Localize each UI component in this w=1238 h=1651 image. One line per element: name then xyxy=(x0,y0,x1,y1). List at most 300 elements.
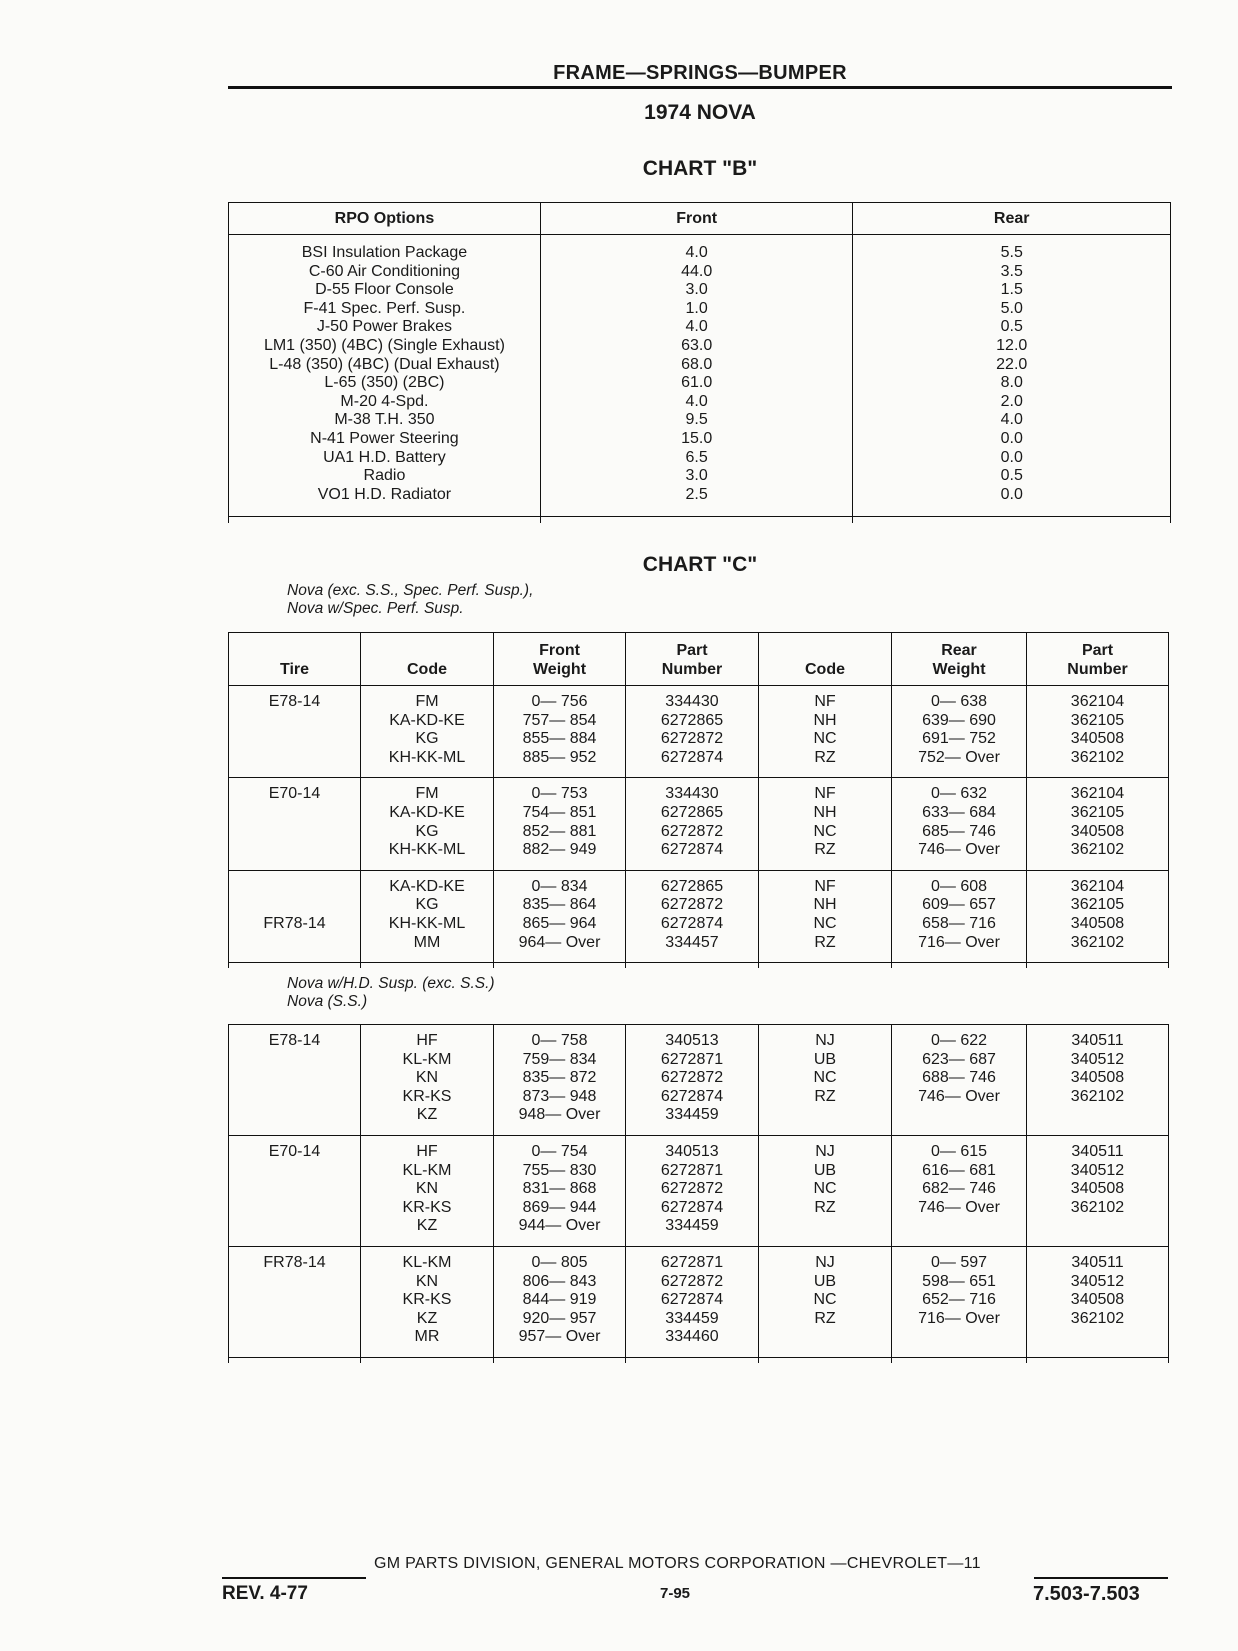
chart-b-rear-column xyxy=(853,235,1171,517)
cell-line: NH xyxy=(813,803,837,821)
cell-line: NJ xyxy=(815,1032,835,1049)
cell-line: NF xyxy=(814,785,836,803)
header-rear-code: Code xyxy=(759,633,892,686)
tire-cell xyxy=(229,778,361,870)
cell-line: 865— 964 xyxy=(522,914,597,932)
cell-line: E78-14 xyxy=(268,1032,321,1049)
rear-code-cell xyxy=(759,1135,892,1246)
tire-cell xyxy=(229,870,361,962)
cell-line: 362104 xyxy=(1070,693,1125,710)
cell-line: 831— 868 xyxy=(522,1180,597,1198)
table-row-group xyxy=(229,870,1169,962)
cell-line: 964— Over xyxy=(518,933,601,951)
rpo-option: F-41 Spec. Perf. Susp. xyxy=(303,299,466,317)
footer-rule-left xyxy=(222,1577,366,1579)
rear-part-cell xyxy=(1027,870,1169,962)
cell-line xyxy=(892,1106,1026,1125)
footer-rule-right xyxy=(1034,1577,1168,1579)
cell-line xyxy=(229,1310,360,1329)
cell-line: 633— 684 xyxy=(922,803,996,821)
note-line: Nova w/Spec. Perf. Susp. xyxy=(287,600,464,617)
rear-part-cell xyxy=(1027,1135,1169,1246)
chart-b-table xyxy=(228,202,1171,523)
cell-line: 362102 xyxy=(1070,1309,1125,1327)
cell-line: 639— 690 xyxy=(922,711,996,729)
chart-b-header-rear: Rear xyxy=(853,203,1171,235)
cell-line: KR-KS xyxy=(402,1198,452,1216)
cell-line: 869— 944 xyxy=(522,1198,597,1216)
front-part-cell xyxy=(626,686,759,778)
chart-c-table-1 xyxy=(228,632,1169,968)
cell-line xyxy=(1027,1106,1168,1125)
cell-line: KH-KK-ML xyxy=(388,748,466,766)
footer-page-number: 7-95 xyxy=(660,1585,691,1602)
front-value: 3.0 xyxy=(685,467,708,485)
rear-value: 1.5 xyxy=(1000,281,1023,299)
cell-line: 340513 xyxy=(665,1032,719,1049)
front-value: 44.0 xyxy=(681,262,713,280)
cell-line: 873— 948 xyxy=(522,1087,597,1105)
cell-line xyxy=(229,1106,360,1125)
front-value: 6.5 xyxy=(685,448,708,466)
cell-line: 362105 xyxy=(1070,711,1125,729)
cell-line: KZ xyxy=(416,1217,438,1235)
front-value: 61.0 xyxy=(681,374,713,392)
rear-weight-cell xyxy=(892,870,1027,962)
cell-line: KZ xyxy=(416,1309,438,1327)
cell-line: NC xyxy=(813,914,837,932)
rear-code-cell xyxy=(759,686,892,778)
rpo-option: C-60 Air Conditioning xyxy=(308,262,461,280)
cell-line: 0— 622 xyxy=(930,1032,988,1049)
cell-line: 362102 xyxy=(1070,1087,1125,1105)
cell-line: RZ xyxy=(814,1309,836,1327)
cell-line xyxy=(759,1106,891,1125)
cell-line: KH-KK-ML xyxy=(388,914,466,932)
cell-line: 362104 xyxy=(1070,785,1125,803)
cell-line: KZ xyxy=(416,1106,438,1124)
front-part-cell xyxy=(626,1025,759,1136)
cell-line: 806— 843 xyxy=(522,1272,597,1290)
cell-line: 759— 834 xyxy=(522,1050,597,1068)
rear-weight-cell xyxy=(892,1246,1027,1357)
front-part-cell xyxy=(626,870,759,962)
cell-line xyxy=(759,1217,891,1236)
cell-line: 6272872 xyxy=(660,1180,724,1198)
cell-line: 754— 851 xyxy=(522,803,597,821)
cell-line: 0— 638 xyxy=(930,693,988,710)
cell-line xyxy=(229,1291,360,1310)
header-front-code: Code xyxy=(361,633,494,686)
front-value: 2.5 xyxy=(685,485,708,503)
cell-line: NC xyxy=(813,730,837,748)
cell-line: 6272874 xyxy=(660,1087,724,1105)
rear-value: 0.0 xyxy=(1000,448,1023,466)
cell-line: 340511 xyxy=(1071,1142,1124,1160)
note-line: Nova (S.S.) xyxy=(287,993,368,1010)
cell-line: 885— 952 xyxy=(522,748,597,766)
cell-line: MR xyxy=(414,1328,440,1346)
cell-line: 340508 xyxy=(1070,914,1125,932)
note-line: Nova w/H.D. Susp. (exc. S.S.) xyxy=(287,975,495,992)
chart-c-title: CHART "C" xyxy=(642,553,758,576)
chart-b-body-row xyxy=(229,235,1171,517)
cell-line xyxy=(229,712,360,731)
cell-line: 746— Over xyxy=(918,1198,1000,1216)
cell-line: HF xyxy=(416,1032,438,1049)
cell-line: KA-KD-KE xyxy=(389,711,465,729)
rear-value: 0.0 xyxy=(1000,485,1023,503)
rear-value: 8.0 xyxy=(1000,374,1023,392)
cell-line: 6272874 xyxy=(660,841,724,859)
front-value: 4.0 xyxy=(685,244,708,261)
rpo-option: M-38 T.H. 350 xyxy=(334,411,435,429)
cell-line: 362105 xyxy=(1070,803,1125,821)
cell-line: 944— Over xyxy=(518,1217,601,1235)
header-front-part-number: Part Number xyxy=(626,633,759,686)
cell-line: 688— 746 xyxy=(922,1069,996,1087)
front-value: 4.0 xyxy=(685,392,708,410)
front-weight-cell xyxy=(494,1025,626,1136)
cell-line: 340513 xyxy=(665,1142,719,1160)
cell-line: 835— 872 xyxy=(522,1069,597,1087)
cell-line: RZ xyxy=(814,841,836,859)
cell-line: KG xyxy=(415,822,439,840)
cell-line: NF xyxy=(814,877,836,895)
rpo-option: L-65 (350) (2BC) xyxy=(324,374,445,392)
cell-line: 334430 xyxy=(665,785,719,803)
cell-line xyxy=(229,841,360,860)
cell-line: 0— 834 xyxy=(531,877,588,895)
chart-c-note-2 xyxy=(287,975,495,1011)
cell-line: 6272872 xyxy=(660,822,724,840)
cell-line: 6272874 xyxy=(660,748,724,766)
cell-line: 6272874 xyxy=(660,914,724,932)
front-weight-cell xyxy=(494,686,626,778)
cell-line: 362105 xyxy=(1070,896,1125,914)
cell-line: FM xyxy=(415,693,439,710)
cell-line xyxy=(229,1199,360,1218)
front-code-cell xyxy=(361,1135,494,1246)
front-code-cell xyxy=(361,1246,494,1357)
cell-line: 340512 xyxy=(1070,1161,1125,1179)
cell-line xyxy=(229,823,360,842)
cell-line: KH-KK-ML xyxy=(388,841,466,859)
header-rule xyxy=(228,86,1172,89)
cell-line: KL-KM xyxy=(402,1050,452,1068)
cell-line: 0— 754 xyxy=(531,1142,588,1160)
cell-line: KR-KS xyxy=(402,1087,452,1105)
cell-line: 6272872 xyxy=(660,896,724,914)
footer-section-code: 7.503-7.503 xyxy=(1033,1583,1140,1605)
cell-line: RZ xyxy=(814,748,836,766)
front-code-cell xyxy=(361,1025,494,1136)
chart-c-header-row xyxy=(229,633,1169,686)
rpo-option: LM1 (350) (4BC) (Single Exhaust) xyxy=(263,336,505,354)
cell-line: NC xyxy=(813,1069,837,1087)
rpo-option: Radio xyxy=(363,467,406,485)
rear-value: 2.0 xyxy=(1000,392,1023,410)
cell-line: 6272874 xyxy=(660,1198,724,1216)
cell-line: KG xyxy=(415,896,439,914)
cell-line: NC xyxy=(813,822,837,840)
cell-line: 652— 716 xyxy=(922,1291,996,1309)
tire-cell xyxy=(229,1135,361,1246)
chart-b-front-column xyxy=(540,235,853,517)
cell-line: 0— 753 xyxy=(531,785,588,803)
rear-part-cell xyxy=(1027,1246,1169,1357)
cell-line: NH xyxy=(813,711,837,729)
cell-line: 334459 xyxy=(665,1309,719,1327)
cell-line: 362104 xyxy=(1070,877,1125,895)
cell-line xyxy=(1027,1328,1168,1347)
rear-code-cell xyxy=(759,1025,892,1136)
front-value: 68.0 xyxy=(681,355,713,373)
rear-value: 5.0 xyxy=(1000,299,1023,317)
cell-line: NC xyxy=(813,1291,837,1309)
cell-line: 920— 957 xyxy=(522,1309,597,1327)
cell-line: RZ xyxy=(814,1198,836,1216)
front-value: 4.0 xyxy=(685,318,708,336)
front-value: 63.0 xyxy=(681,336,713,354)
front-weight-cell xyxy=(494,1246,626,1357)
front-part-cell xyxy=(626,1135,759,1246)
cell-line: 334430 xyxy=(665,693,719,710)
chart-b-title: CHART "B" xyxy=(642,157,758,180)
cell-line: KA-KD-KE xyxy=(389,877,465,895)
cell-line: 0— 805 xyxy=(531,1253,588,1271)
rear-part-cell xyxy=(1027,778,1169,870)
rear-part-cell xyxy=(1027,686,1169,778)
cell-line: NJ xyxy=(815,1253,835,1271)
cell-line: 6272871 xyxy=(660,1050,724,1068)
cell-line xyxy=(229,1273,360,1292)
chart-b-options-column xyxy=(229,235,541,517)
cell-line: FR78-14 xyxy=(263,914,326,932)
table-row-group xyxy=(229,1246,1169,1357)
cell-line: 855— 884 xyxy=(522,730,597,748)
cell-line: 6272871 xyxy=(660,1253,724,1271)
rear-value: 12.0 xyxy=(996,336,1028,354)
cell-line: 340508 xyxy=(1070,822,1125,840)
cell-line: UB xyxy=(813,1161,837,1179)
front-weight-cell xyxy=(494,778,626,870)
cell-line: 340508 xyxy=(1070,1180,1125,1198)
cell-line xyxy=(229,934,360,953)
cell-line: 658— 716 xyxy=(922,914,996,932)
cell-line: KA-KD-KE xyxy=(389,803,465,821)
table-row-group xyxy=(229,1025,1169,1136)
rpo-option: N-41 Power Steering xyxy=(310,429,459,447)
front-weight-cell xyxy=(494,1135,626,1246)
cell-line: 757— 854 xyxy=(522,711,597,729)
front-value: 15.0 xyxy=(681,429,713,447)
rear-weight-cell xyxy=(892,778,1027,870)
cell-line xyxy=(229,1051,360,1070)
cell-line: KL-KM xyxy=(402,1253,452,1271)
cell-line: 623— 687 xyxy=(922,1050,996,1068)
cell-line: 340508 xyxy=(1070,1291,1125,1309)
table-row-group xyxy=(229,778,1169,870)
rear-code-cell xyxy=(759,778,892,870)
rpo-option: D-55 Floor Console xyxy=(315,281,454,299)
cell-line: 0— 597 xyxy=(930,1253,988,1271)
cell-line: 598— 651 xyxy=(922,1272,996,1290)
cell-line: NH xyxy=(813,896,837,914)
front-code-cell xyxy=(361,686,494,778)
rear-code-cell xyxy=(759,1246,892,1357)
rpo-option: BSI Insulation Package xyxy=(301,244,468,261)
cell-line: KL-KM xyxy=(402,1161,452,1179)
chart-b-end-row xyxy=(229,517,1171,524)
rear-value: 4.0 xyxy=(1000,411,1023,429)
front-code-cell xyxy=(361,778,494,870)
rpo-option: M-20 4-Spd. xyxy=(340,392,429,410)
cell-line xyxy=(229,730,360,749)
cell-line: RZ xyxy=(814,933,836,951)
cell-line: HF xyxy=(416,1142,438,1160)
rear-weight-cell xyxy=(892,1135,1027,1246)
front-weight-cell xyxy=(494,870,626,962)
cell-line xyxy=(229,1088,360,1107)
cell-line: 340508 xyxy=(1070,730,1125,748)
header-rear-weight: Rear Weight xyxy=(892,633,1027,686)
front-value: 1.0 xyxy=(685,299,708,317)
cell-line: UB xyxy=(813,1272,837,1290)
cell-line: 852— 881 xyxy=(522,822,597,840)
cell-line xyxy=(892,1328,1026,1347)
rpo-option: UA1 H.D. Battery xyxy=(323,448,446,466)
cell-line: 340512 xyxy=(1070,1050,1125,1068)
front-code-cell xyxy=(361,870,494,962)
footer-corporation: GM PARTS DIVISION, GENERAL MOTORS CORPORATION —CHEVROLET—11 xyxy=(374,1555,981,1572)
table-end-row xyxy=(229,963,1169,969)
front-value: 3.0 xyxy=(685,281,708,299)
cell-line: 362102 xyxy=(1070,1198,1125,1216)
rear-value: 0.5 xyxy=(1000,318,1023,336)
cell-line: KN xyxy=(415,1069,439,1087)
cell-line: 334460 xyxy=(665,1328,719,1346)
rear-weight-cell xyxy=(892,1025,1027,1136)
cell-line xyxy=(229,1217,360,1236)
cell-line: 957— Over xyxy=(518,1328,601,1346)
front-value: 9.5 xyxy=(685,411,708,429)
table-end-row xyxy=(229,1357,1169,1363)
cell-line: 844— 919 xyxy=(522,1291,597,1309)
cell-line: 746— Over xyxy=(918,1087,1000,1105)
table-row-group xyxy=(229,1135,1169,1246)
cell-line: 882— 949 xyxy=(522,841,597,859)
rear-value: 0.0 xyxy=(1000,429,1023,447)
cell-line xyxy=(229,804,360,823)
cell-line: 746— Over xyxy=(918,841,1000,859)
cell-line: FR78-14 xyxy=(263,1253,326,1271)
cell-line: 685— 746 xyxy=(922,822,996,840)
rear-weight-cell xyxy=(892,686,1027,778)
cell-line xyxy=(229,1069,360,1088)
header-tire: Tire xyxy=(229,633,361,686)
rear-code-cell xyxy=(759,870,892,962)
cell-line: E70-14 xyxy=(268,1142,321,1160)
cell-line: 334457 xyxy=(665,933,719,951)
cell-line: 0— 758 xyxy=(531,1032,588,1049)
cell-line: 716— Over xyxy=(918,1309,1000,1327)
cell-line: E70-14 xyxy=(268,785,321,803)
cell-line: 340511 xyxy=(1071,1253,1124,1271)
cell-line: KG xyxy=(415,730,439,748)
cell-line: 6272871 xyxy=(660,1161,724,1179)
cell-line: UB xyxy=(813,1050,837,1068)
table-row-group xyxy=(229,686,1169,778)
cell-line: E78-14 xyxy=(268,693,321,710)
rear-value: 22.0 xyxy=(996,355,1028,373)
cell-line: 0— 615 xyxy=(930,1142,988,1160)
note-line: Nova (exc. S.S., Spec. Perf. Susp.), xyxy=(287,582,534,599)
cell-line: FM xyxy=(415,785,439,803)
footer-revision: REV. 4-77 xyxy=(222,1583,308,1604)
cell-line: KN xyxy=(415,1272,439,1290)
cell-line: 334459 xyxy=(665,1106,719,1124)
cell-line: 755— 830 xyxy=(522,1161,597,1179)
cell-line: 682— 746 xyxy=(922,1180,996,1198)
cell-line: 6272874 xyxy=(660,1291,724,1309)
rpo-option: VO1 H.D. Radiator xyxy=(317,485,452,503)
cell-line xyxy=(892,1217,1026,1236)
cell-line: KR-KS xyxy=(402,1291,452,1309)
page-title: FRAME—SPRINGS—BUMPER xyxy=(553,62,847,84)
cell-line xyxy=(759,1328,891,1347)
cell-line: RZ xyxy=(814,1087,836,1105)
cell-line: 0— 632 xyxy=(930,785,988,803)
cell-line: NJ xyxy=(815,1142,835,1160)
cell-line: 948— Over xyxy=(518,1106,601,1124)
chart-c-table-2 xyxy=(228,1024,1169,1363)
cell-line: 340512 xyxy=(1070,1272,1125,1290)
cell-line: 0— 608 xyxy=(930,877,988,895)
rear-part-cell xyxy=(1027,1025,1169,1136)
chart-b-header-front: Front xyxy=(540,203,853,235)
header-rear-part-number: Part Number xyxy=(1027,633,1169,686)
chart-c-note-1 xyxy=(287,582,533,618)
cell-line: 362102 xyxy=(1070,841,1125,859)
cell-line: 716— Over xyxy=(918,933,1000,951)
front-part-cell xyxy=(626,1246,759,1357)
rear-value: 5.5 xyxy=(1000,244,1023,261)
cell-line: NC xyxy=(813,1180,837,1198)
cell-line xyxy=(229,1162,360,1181)
cell-line: 6272865 xyxy=(660,803,724,821)
cell-line xyxy=(229,749,360,768)
cell-line: 340508 xyxy=(1070,1069,1125,1087)
cell-line: 362102 xyxy=(1070,933,1125,951)
cell-line: 6272872 xyxy=(660,1272,724,1290)
tire-cell xyxy=(229,1246,361,1357)
cell-line: 340511 xyxy=(1071,1032,1124,1049)
cell-line: 691— 752 xyxy=(922,730,996,748)
cell-line: 835— 864 xyxy=(522,896,597,914)
tire-cell xyxy=(229,1025,361,1136)
front-part-cell xyxy=(626,778,759,870)
cell-line xyxy=(229,1328,360,1347)
tire-cell xyxy=(229,686,361,778)
rpo-option: L-48 (350) (4BC) (Dual Exhaust) xyxy=(269,355,500,373)
cell-line: MM xyxy=(413,933,441,951)
cell-line: 334459 xyxy=(665,1217,719,1235)
cell-line: 0— 756 xyxy=(531,693,588,710)
cell-line: 609— 657 xyxy=(922,896,996,914)
rear-value: 3.5 xyxy=(1000,262,1023,280)
cell-line: KN xyxy=(415,1180,439,1198)
